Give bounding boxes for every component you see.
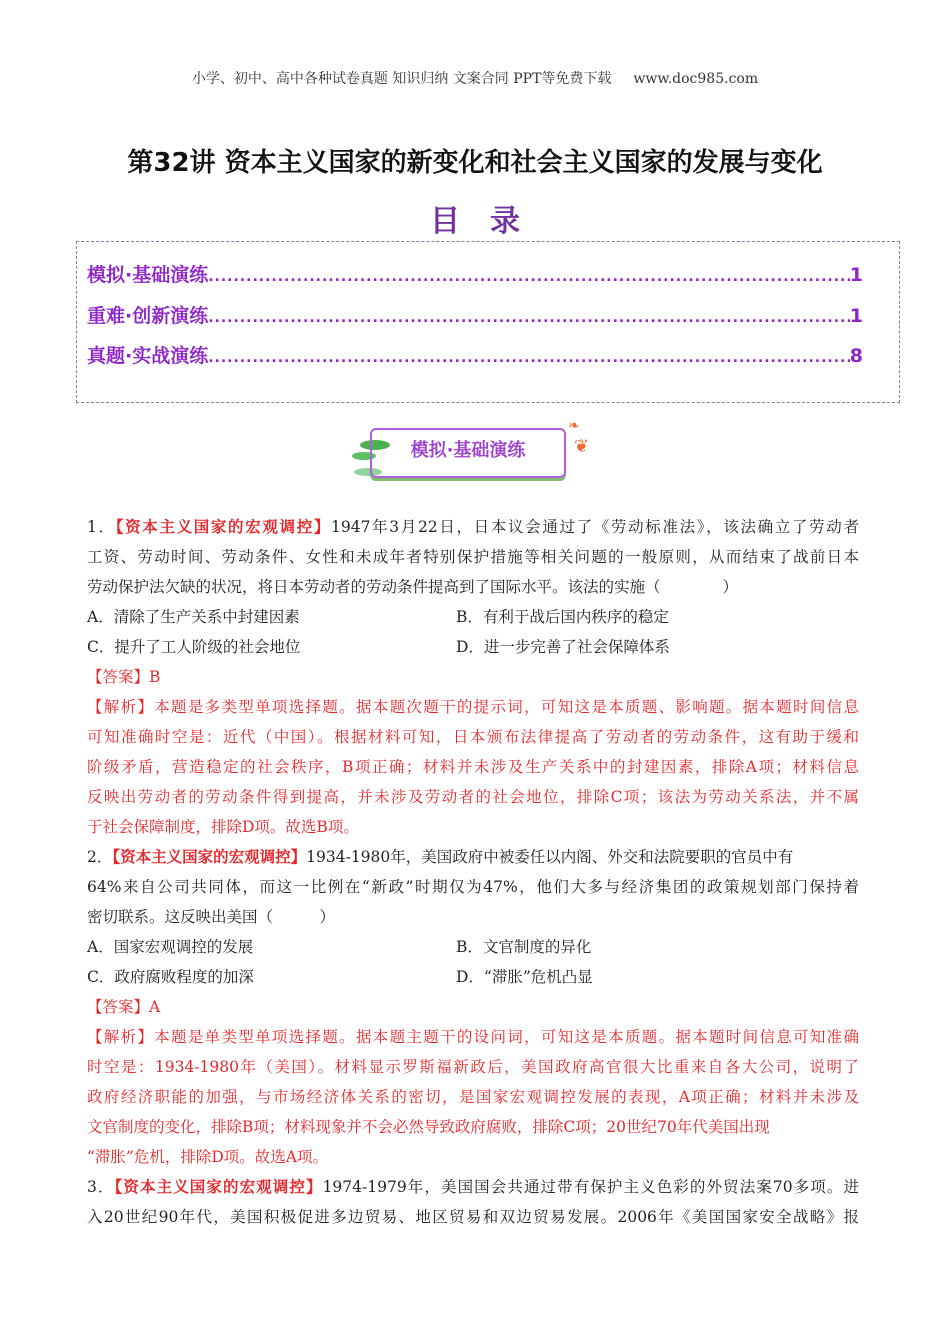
options-row [87, 962, 859, 992]
toc-label: 模拟·基础演练 [87, 264, 209, 286]
toc-label: 真题·实战演练 [87, 345, 209, 367]
analysis-text: 政府经济职能的加强，与市场经济体关系的密切，是国家宏观调控发展的表现，A项正确；材料并未涉及 [87, 1088, 859, 1106]
answer: 【答案】B [87, 668, 161, 686]
toc-item[interactable] [87, 341, 863, 368]
option-c: C．提升了工人阶级的社会地位 [87, 638, 301, 656]
toc-page: 1 [849, 264, 863, 286]
question-text: 密切联系。这反映出美国（ ） [87, 908, 336, 926]
analysis-text: 反映出劳动者的劳动条件得到提高，并未涉及劳动者的社会地位，排除C项；该法为劳动关系法，并不属 [87, 788, 859, 806]
options-row [87, 632, 859, 662]
question-text: 1974-1979年，美国国会共通过带有保护主义色彩的外贸法案70多项。进 [322, 1178, 859, 1196]
question-number: 2． [87, 848, 113, 866]
option-a: A．国家宏观调控的发展 [87, 938, 254, 956]
toc-leader [208, 350, 850, 366]
toc-page: 8 [849, 345, 863, 367]
analysis-text: 可知准确时空是：近代（中国）。根据材料可知，日本颁布法律提高了劳动者的劳动条件，这有助于缓和 [87, 728, 859, 746]
analysis-text: “滞胀”危机，排除D项。故选A项。 [87, 1148, 328, 1166]
analysis-text: 于社会保障制度，排除D项。故选B项。 [87, 818, 359, 836]
question-tag: 【资本主义国家的宏观调控】 [112, 848, 307, 866]
question-line [87, 1172, 859, 1202]
option-d: D．“滞胀”危机凸显 [456, 968, 593, 986]
analysis-text: 时空是：1934-1980年（美国）。材料显示罗斯福新政后，美国政府高官很大比重来自各大公司，说明了 [87, 1058, 859, 1076]
analysis-text: 【解析】本题是单类型单项选择题。据本题主题干的设问词，可知这是本质题。据本题时间信息可知准确 [87, 1028, 859, 1046]
question-text: 1947年3月22日，日本议会通过了《劳动标准法》，该法确立了劳动者 [331, 518, 859, 536]
question-tag: 【资本主义国家的宏观调控】 [114, 1178, 323, 1196]
banner-text: 模拟·基础演练 [410, 440, 526, 461]
toc-item[interactable] [87, 301, 863, 328]
question-number: 1． [87, 518, 116, 536]
toc-label: 重难·创新演练 [87, 305, 209, 327]
option-c: C．政府腐败程度的加深 [87, 968, 254, 986]
question-text: 劳动保护法欠缺的状况，将日本劳动者的劳动条件提高到了国际水平。该法的实施（ ） [87, 578, 739, 596]
answer: 【答案】A [87, 998, 161, 1016]
analysis-text: 【解析】本题是多类型单项选择题。据本题次题干的提示词，可知这是本质题、影响题。据本题时间信息 [87, 698, 859, 716]
question-text: 1934-1980年，美国政府中被委任以内阁、外交和法院要职的官员中有 [306, 848, 794, 866]
page-title: 第32讲 资本主义国家的新变化和社会主义国家的发展与变化 [127, 148, 823, 178]
question-tag: 【资本主义国家的宏观调控】 [115, 518, 332, 536]
toc-item[interactable] [87, 260, 863, 287]
toc-leader [208, 310, 850, 326]
toc-leader [208, 269, 850, 285]
table-of-contents [76, 241, 900, 403]
page-header [0, 68, 950, 88]
option-b: B．有利于战后国内秩序的稳定 [456, 608, 669, 626]
toc-title: 目录 [430, 204, 550, 239]
option-a: A．清除了生产关系中封建因素 [87, 608, 300, 626]
question-list [87, 512, 859, 1232]
section-banner [348, 420, 598, 484]
question-text: 工资、劳动时间、劳动条件、女性和未成年者特别保护措施等相关问题的一般原则，从而结束了战前日本 [87, 548, 859, 566]
header-url[interactable]: www.doc985.com [633, 71, 759, 87]
header-text: 小学、初中、高中各种试卷真题 知识归纳 文案合同 PPT等免费下载 [191, 71, 612, 87]
option-d: D．进一步完善了社会保障体系 [456, 638, 670, 656]
options-row [87, 932, 859, 962]
koi-fish-icon: ❦ [574, 436, 590, 457]
options-row [87, 602, 859, 632]
toc-page: 1 [849, 305, 863, 327]
question-line [87, 842, 859, 872]
question-text: 入20世纪90年代，美国积极促进多边贸易、地区贸易和双边贸易发展。2006年《美国国家安全战略》报 [87, 1208, 859, 1226]
question-line [87, 512, 859, 542]
koi-fish-icon: ❧ [568, 418, 580, 434]
option-b: B．文官制度的异化 [456, 938, 592, 956]
analysis-text: 文官制度的变化，排除B项；材料现象并不会必然导致政府腐败，排除C项；20世纪70年代美国出现 [87, 1118, 770, 1136]
question-text: 64%来自公司共同体，而这一比例在“新政”时期仅为47%，他们大多与经济集团的政策规划部门保持着 [87, 878, 859, 896]
analysis-text: 阶级矛盾，营造稳定的社会秩序，B项正确；材料并未涉及生产关系中的封建因素，排除A项；材料信息 [87, 758, 859, 776]
question-number: 3． [87, 1178, 115, 1196]
